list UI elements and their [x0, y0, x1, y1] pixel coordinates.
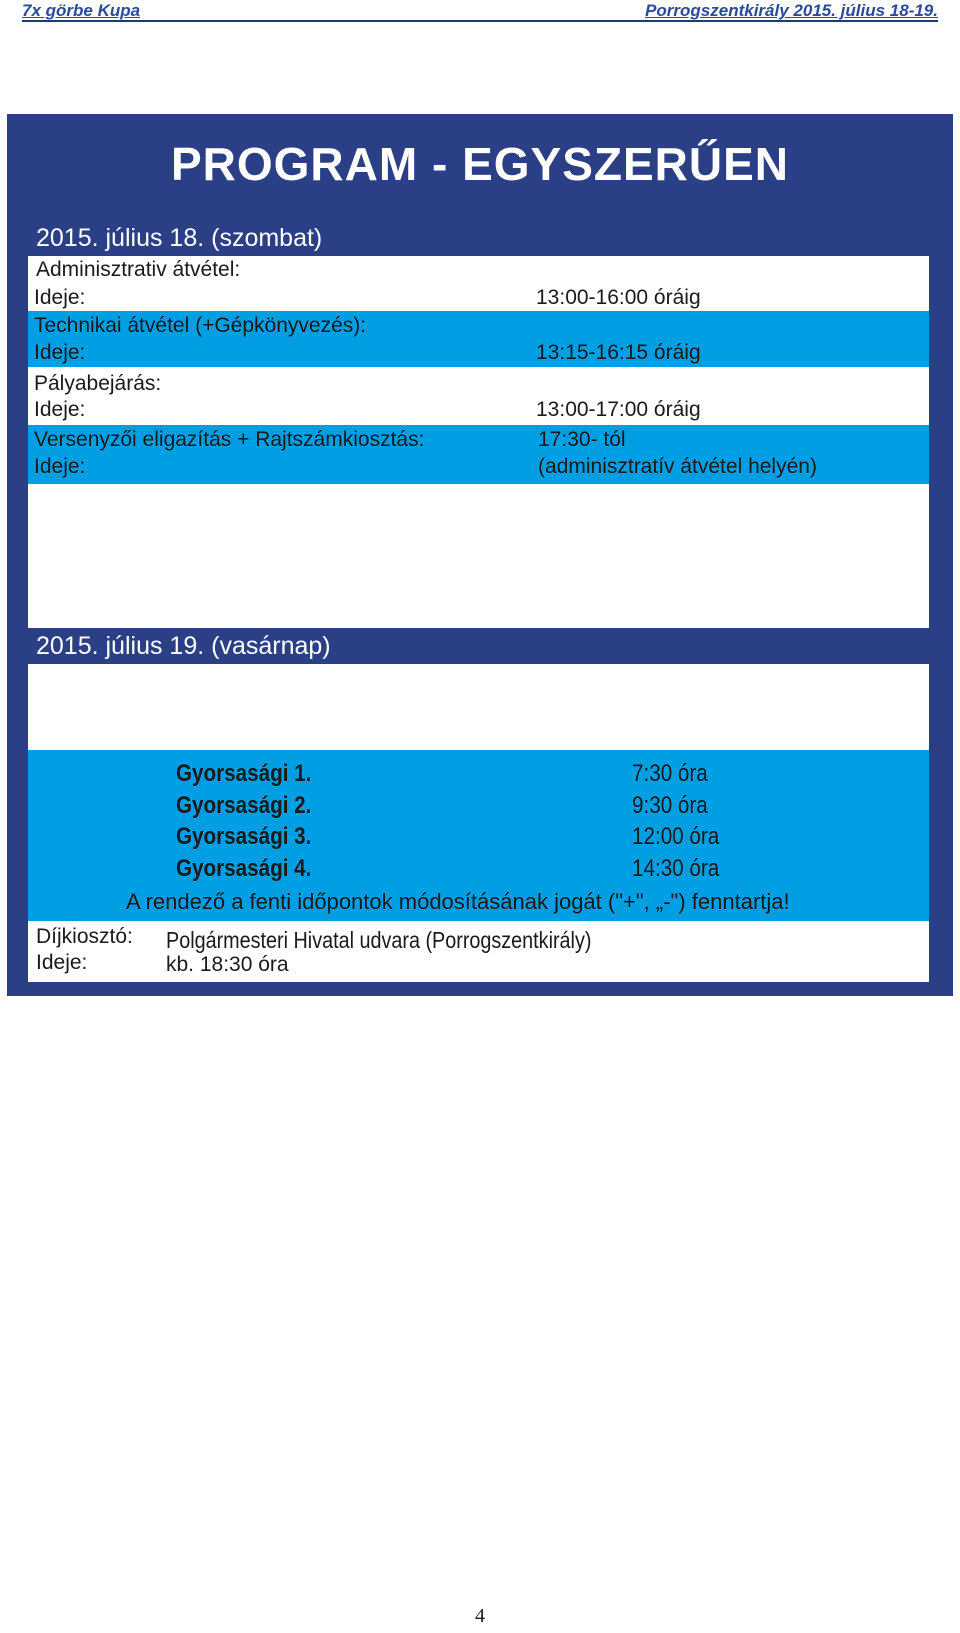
day1-heading: 2015. július 18. (szombat): [28, 220, 929, 256]
item-time: 13:00-16:00 óráig: [536, 286, 701, 309]
item-ideje: Ideje:: [34, 341, 86, 364]
item-label: Versenyzői eligazítás + Rajtszámkiosztás:: [34, 428, 425, 451]
stage-time: 7:30 óra: [632, 760, 708, 787]
day-gap: [28, 484, 929, 628]
stage-name: Gyorsasági 4.: [176, 855, 312, 882]
item-time: 13:00-17:00 óráig: [536, 398, 701, 421]
item-label: Technikai átvétel (+Gépkönyvezés):: [34, 314, 367, 337]
item-note: (adminisztratív átvétel helyén): [538, 455, 817, 478]
item-ideje: Ideje:: [34, 398, 86, 421]
stage-name: Gyorsasági 3.: [176, 823, 312, 850]
stage-name: Gyorsasági 2.: [176, 792, 312, 819]
award-ideje: Ideje:: [36, 951, 88, 974]
page-number: 4: [475, 1605, 485, 1627]
stage-time: 12:00 óra: [632, 823, 720, 850]
day2-heading: 2015. július 19. (vasárnap): [28, 628, 929, 664]
stage-time: 14:30 óra: [632, 855, 720, 882]
item-time: 13:15-16:15 óráig: [536, 341, 701, 364]
stage-time: 9:30 óra: [632, 792, 708, 819]
item-label: Adminisztrativ átvétel:: [36, 258, 241, 281]
disclaimer: A rendező a fenti időpontok módosításának jogát ("+", „-") fenntartja!: [126, 889, 790, 914]
award-time: kb. 18:30 óra: [166, 953, 289, 976]
header-right-title: Porrogszentkirály 2015. július 18-19.: [645, 1, 938, 20]
item-label: Pályabejárás:: [34, 372, 162, 395]
header-left-title: 7x görbe Kupa: [22, 1, 141, 20]
stage-name: Gyorsasági 1.: [176, 760, 312, 787]
item-time: 17:30- tól: [538, 428, 626, 451]
item-ideje: Ideje:: [34, 455, 86, 478]
program-title: PROGRAM - EGYSZERŰEN: [170, 138, 790, 190]
award-label: Díjkiosztó:: [36, 925, 133, 948]
item-ideje: Ideje:: [34, 286, 86, 309]
award-place: Polgármesteri Hivatal udvara (Porrogszentkirály): [166, 927, 592, 953]
running-header: [22, 0, 938, 22]
